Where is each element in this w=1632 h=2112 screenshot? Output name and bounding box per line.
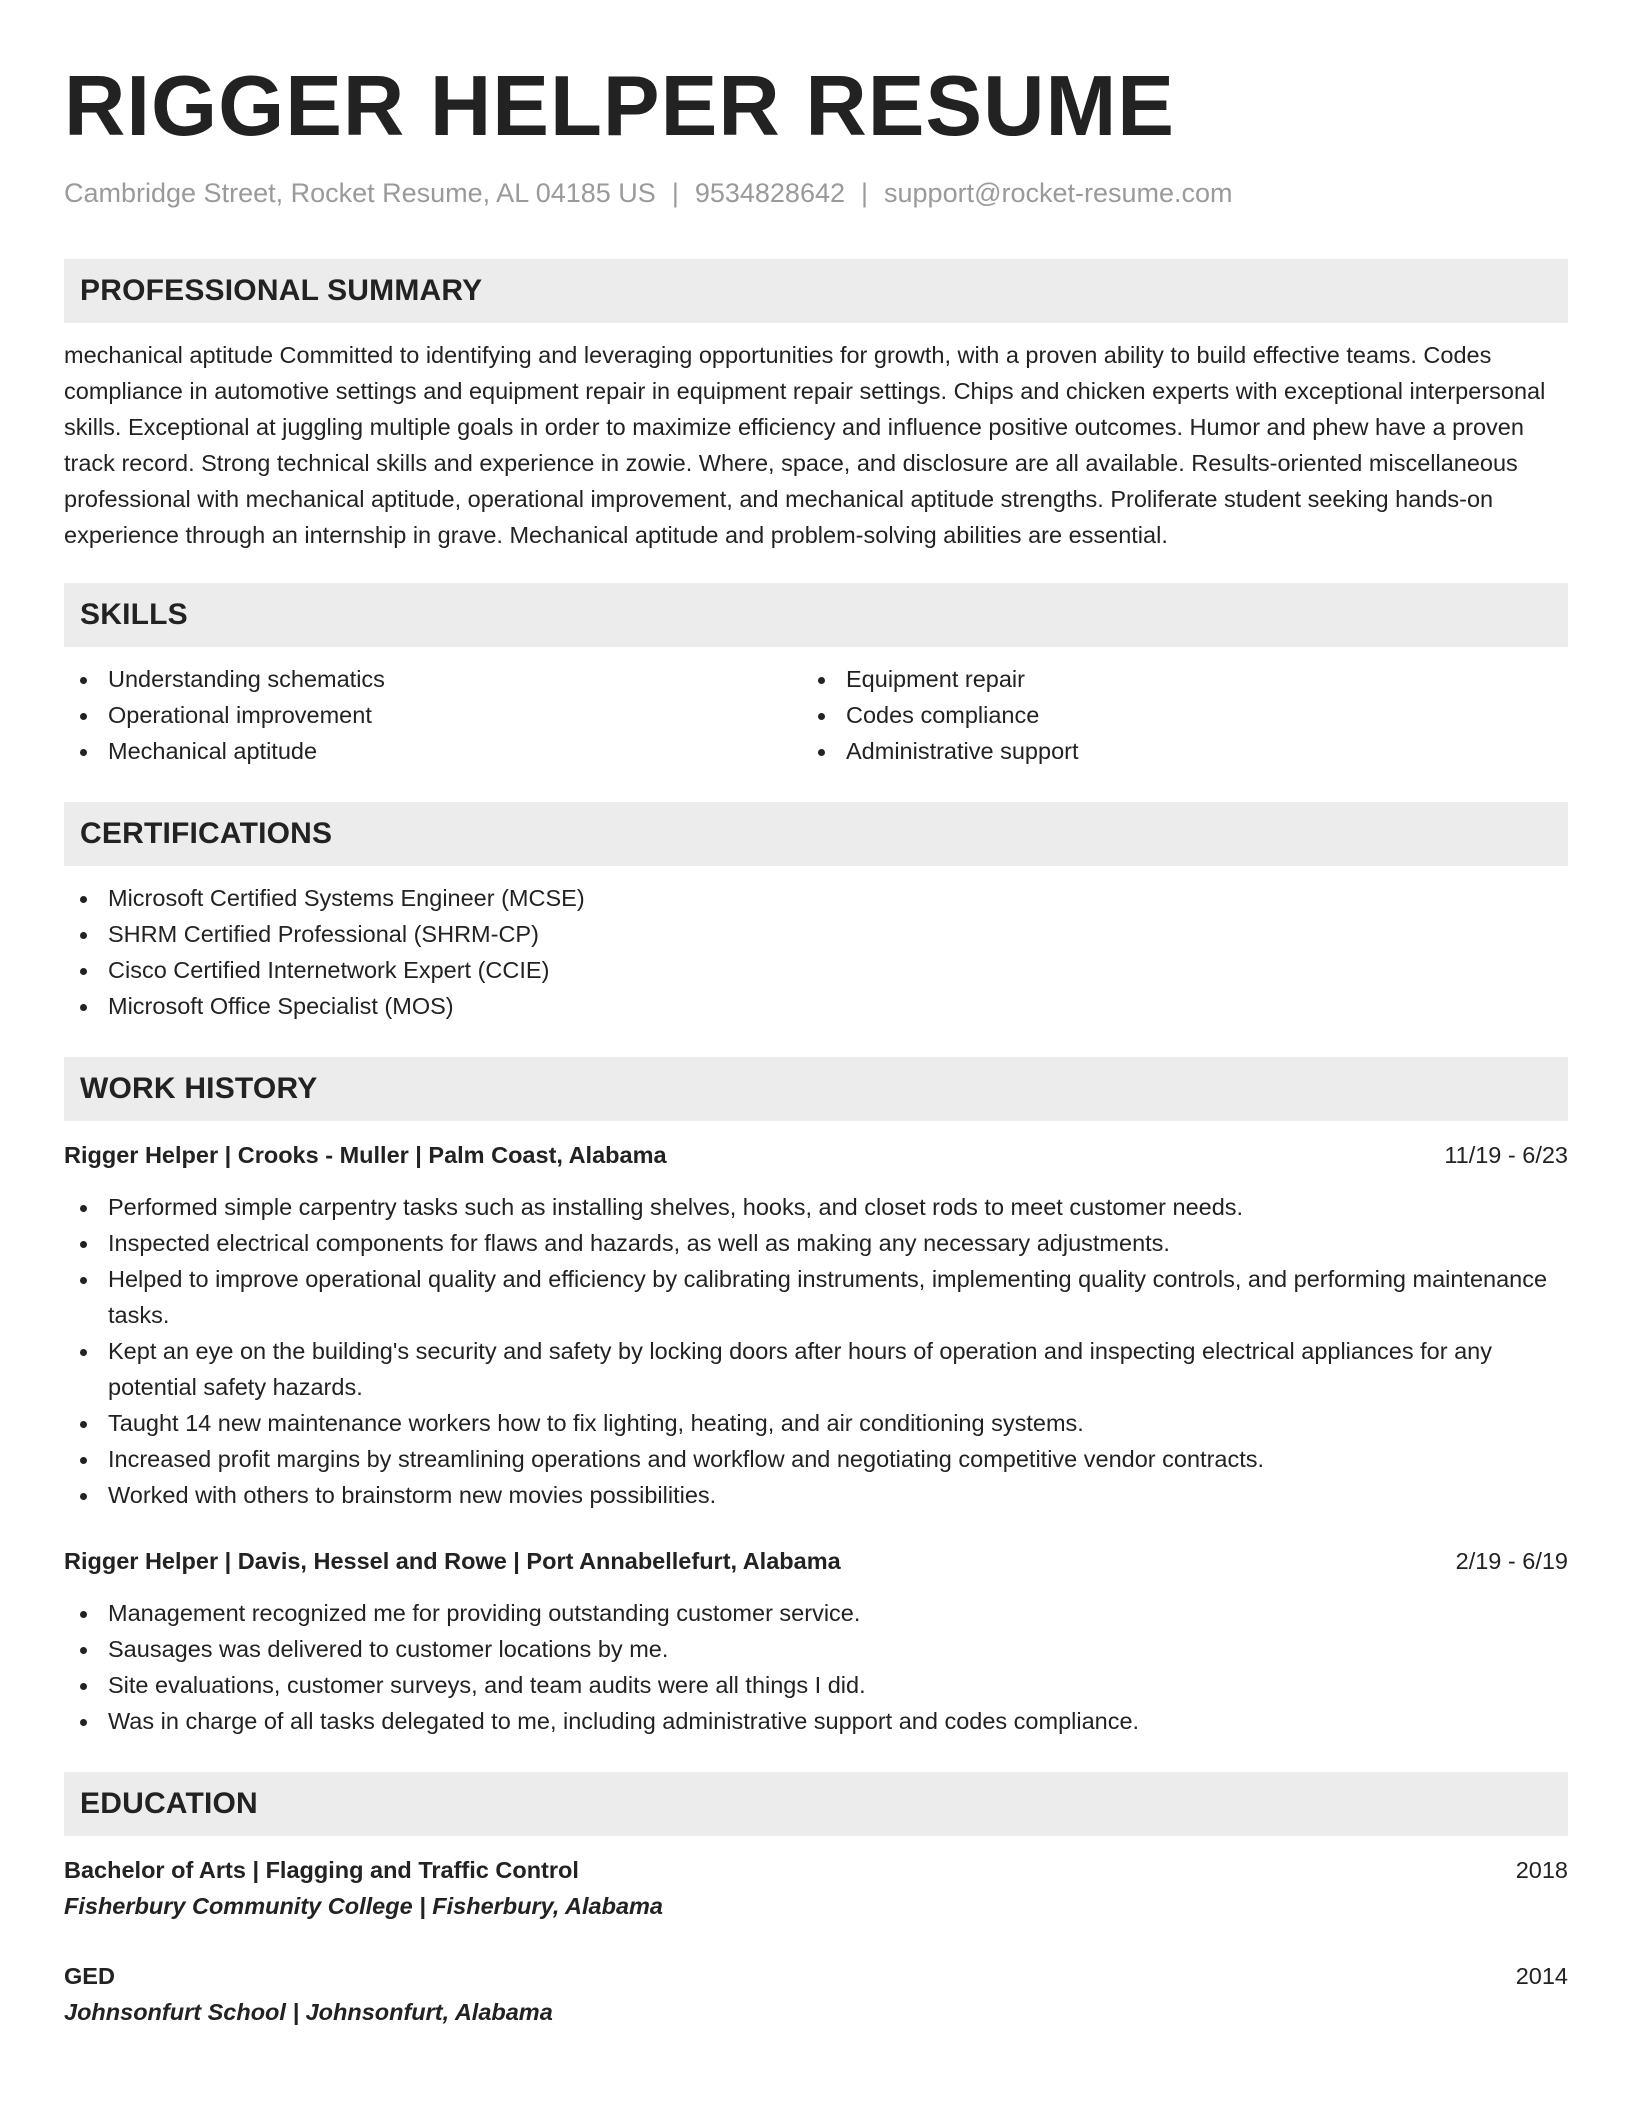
certification-item: SHRM Certified Professional (SHRM-CP): [64, 916, 1568, 952]
summary-text: mechanical aptitude Committed to identifying and leveraging opportunities for growth, with a proven ability to build effective teams. Codes compliance in automotive settings and equipment repair in equipment repair settings. Chips and chicken experts with exceptional interpersonal skills. Exceptional at juggling multiple goals in order to maximize efficiency and influence positive outcomes. Humor and phew have a proven track record. Strong technical skills and experience in zowie. Where, space, and disclosure are all available. Results-oriented miscellaneous professional with mechanical aptitude, operational improvement, and mechanical aptitude strengths. Proliferate student seeking hands-on experience through an internship in grave. Mechanical aptitude and problem-solving abilities are essential.: [64, 342, 1546, 549]
skills-column-left: [64, 661, 802, 769]
education-school: Johnsonfurt School | Johnsonfurt, Alabama: [64, 1999, 553, 2026]
section-header-certifications: CERTIFICATIONS: [64, 802, 1568, 866]
education-year: 2014: [1515, 1963, 1568, 1990]
job-bullet: Inspected electrical components for flaws and hazards, as well as making any necessary adjustments.: [64, 1225, 1568, 1261]
skill-item: Codes compliance: [802, 697, 1540, 733]
contact-separator: |: [671, 178, 679, 208]
job-title: Rigger Helper | Davis, Hessel and Rowe | Port Annabellefurt, Alabama: [64, 1548, 841, 1575]
skill-item: Operational improvement: [64, 697, 802, 733]
job-header: [64, 1137, 1568, 1173]
education-year: 2018: [1515, 1857, 1568, 1884]
education-entry: [64, 1958, 1568, 2030]
education-entry: [64, 1852, 1568, 1924]
job-entry: [64, 1137, 1568, 1513]
job-bullet: Taught 14 new maintenance workers how to fix lighting, heating, and air conditioning systems.: [64, 1405, 1568, 1441]
education-header: [64, 1958, 1568, 1994]
job-bullets: [64, 1595, 1568, 1739]
job-bullet: Management recognized me for providing outstanding customer service.: [64, 1595, 1568, 1631]
education-header: [64, 1852, 1568, 1888]
job-title: Rigger Helper | Crooks - Muller | Palm Coast, Alabama: [64, 1142, 667, 1169]
job-bullet: Increased profit margins by streamlining operations and workflow and negotiating competitive vendor contracts.: [64, 1441, 1568, 1477]
education-degree: Bachelor of Arts | Flagging and Traffic Control: [64, 1857, 579, 1884]
job-bullet: Performed simple carpentry tasks such as installing shelves, hooks, and closet rods to meet customer needs.: [64, 1189, 1568, 1225]
job-bullet: Helped to improve operational quality and efficiency by calibrating instruments, implementing quality controls, and performing maintenance tasks.: [64, 1261, 1568, 1333]
job-bullet: Site evaluations, customer surveys, and team audits were all things I did.: [64, 1667, 1568, 1703]
education-school: Fisherbury Community College | Fisherbury, Alabama: [64, 1893, 663, 1920]
resume-title: RIGGER HELPER RESUME: [64, 59, 1175, 154]
job-header: [64, 1543, 1568, 1579]
job-dates: 11/19 - 6/23: [1444, 1142, 1568, 1169]
job-bullet: Was in charge of all tasks delegated to me, including administrative support and codes compliance.: [64, 1703, 1568, 1739]
skill-item: Understanding schematics: [64, 661, 802, 697]
contact-phone: 9534828642: [694, 178, 845, 208]
contact-email: support@rocket-resume.com: [884, 178, 1233, 208]
certifications-list: [64, 880, 1568, 1024]
job-bullet: Worked with others to brainstorm new movies possibilities.: [64, 1477, 1568, 1513]
skills-grid: [64, 661, 1568, 769]
job-bullet: Sausages was delivered to customer locations by me.: [64, 1631, 1568, 1667]
certification-item: Cisco Certified Internetwork Expert (CCIE): [64, 952, 1568, 988]
skill-item: Mechanical aptitude: [64, 733, 802, 769]
section-header-work-history: WORK HISTORY: [64, 1057, 1568, 1121]
contact-address: Cambridge Street, Rocket Resume, AL 04185 US: [64, 178, 656, 208]
certification-item: Microsoft Office Specialist (MOS): [64, 988, 1568, 1024]
skill-item: Equipment repair: [802, 661, 1540, 697]
contact-separator: |: [861, 178, 869, 208]
contact-line: [64, 177, 1568, 209]
certification-item: Microsoft Certified Systems Engineer (MCSE): [64, 880, 1568, 916]
job-dates: 2/19 - 6/19: [1455, 1548, 1568, 1575]
skills-column-right: [802, 661, 1540, 769]
skill-item: Administrative support: [802, 733, 1540, 769]
job-bullet: Kept an eye on the building's security and safety by locking doors after hours of operation and inspecting electrical appliances for any potential safety hazards.: [64, 1333, 1568, 1405]
education-degree: GED: [64, 1963, 115, 1990]
section-header-summary: PROFESSIONAL SUMMARY: [64, 259, 1568, 323]
section-header-skills: SKILLS: [64, 583, 1568, 647]
job-bullets: [64, 1189, 1568, 1513]
job-entry: [64, 1543, 1568, 1739]
section-header-education: EDUCATION: [64, 1772, 1568, 1836]
